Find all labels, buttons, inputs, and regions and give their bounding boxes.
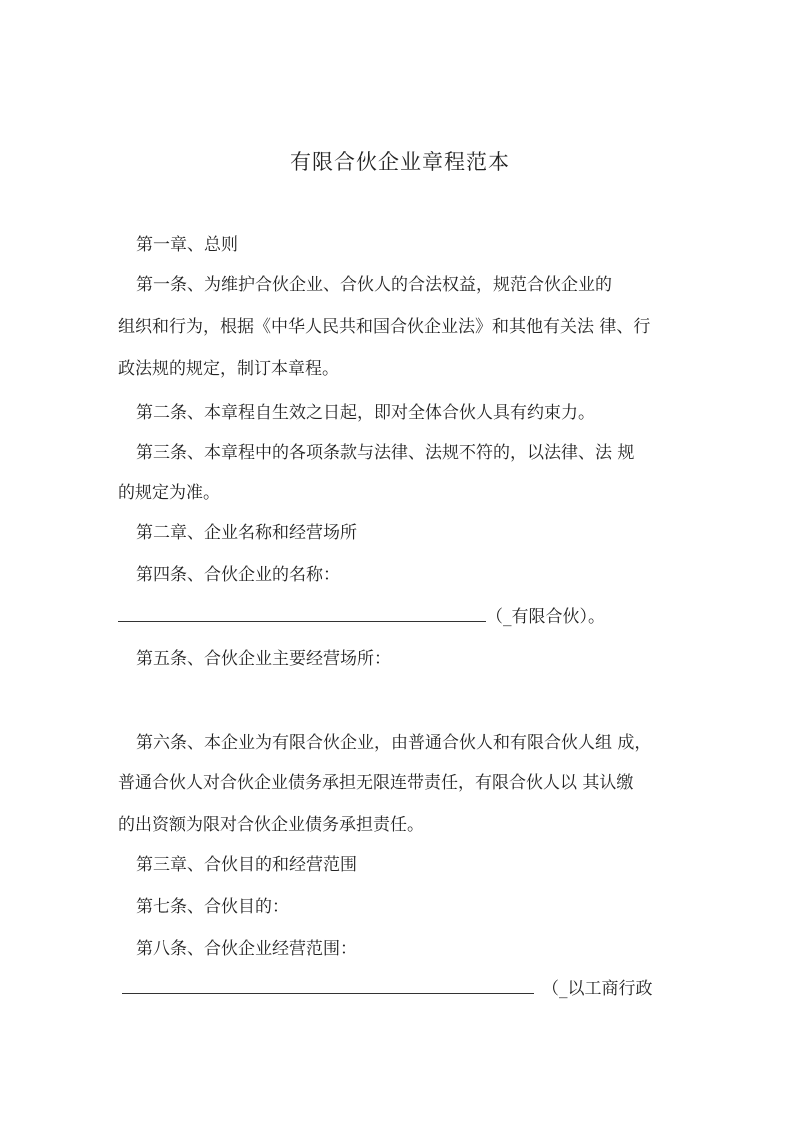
business-scope-blank bbox=[122, 979, 534, 994]
article-5: 第五条、合伙企业主要经营场所： bbox=[136, 649, 391, 669]
article-8: 第八条、合伙企业经营范围： bbox=[136, 939, 357, 959]
article-3-line-2: 的规定为准。 bbox=[118, 483, 220, 503]
article-6-line-2: 普通合伙人对合伙企业债务承担无限连带责任，有限合伙人以 其认缴 bbox=[118, 773, 634, 793]
business-scope-line bbox=[122, 978, 653, 1000]
document-title: 有限合伙企业章程范本 bbox=[290, 150, 510, 174]
article-1-line-1: 第一条、为维护合伙企业、合伙人的合法权益，规范合伙企业的 bbox=[136, 275, 612, 295]
article-6-line-1: 第六条、本企业为有限合伙企业，由普通合伙人和有限合伙人组 成， bbox=[136, 733, 652, 753]
article-3-line-1: 第三条、本章程中的各项条款与法律、法规不符的，以法律、法 规 bbox=[136, 443, 635, 463]
chapter-2-heading: 第二章、企业名称和经营场所 bbox=[136, 523, 357, 543]
article-4: 第四条、合伙企业的名称： bbox=[136, 565, 340, 585]
chapter-3-heading: 第三章、合伙目的和经营范围 bbox=[136, 855, 357, 875]
article-7: 第七条、合伙目的： bbox=[136, 897, 289, 917]
business-scope-suffix: （_以工商行政 bbox=[542, 979, 653, 999]
enterprise-name-suffix: （_有限合伙）。 bbox=[486, 607, 605, 627]
article-2: 第二条、本章程自生效之日起，即对全体合伙人具有约束力。 bbox=[136, 403, 595, 423]
article-6-line-3: 的出资额为限对合伙企业债务承担责任。 bbox=[118, 815, 424, 835]
article-1-line-2: 组织和行为，根据《中华人民共和国合伙企业法》和其他有关法 律、行 bbox=[118, 317, 651, 337]
enterprise-name-line bbox=[118, 606, 605, 628]
article-1-line-3: 政法规的规定，制订本章程。 bbox=[118, 359, 339, 379]
chapter-1-heading: 第一章、总则 bbox=[136, 235, 238, 255]
enterprise-name-blank bbox=[118, 607, 486, 622]
